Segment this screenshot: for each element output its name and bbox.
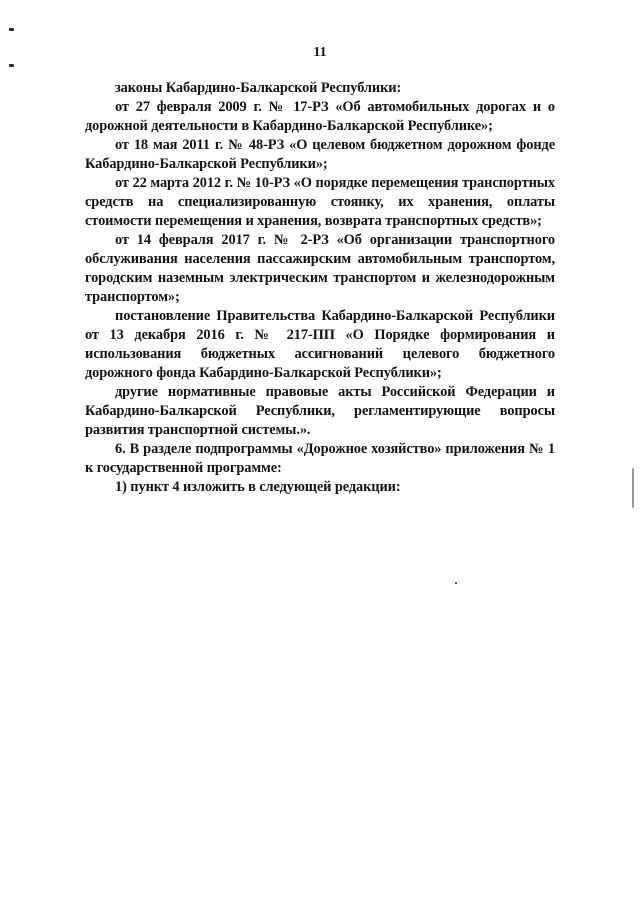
document-body <box>85 79 555 497</box>
scan-mark <box>9 28 14 31</box>
paragraph-law-2017: от 14 февраля 2017 г. № 2-РЗ «Об организации транспортного обслуживания населения пассажирским автомобильным транспортом, городским наземным электрическим транспортом и железнодорожным транспортом»; <box>85 232 555 305</box>
paragraph-resolution-2016: постановление Правительства Кабардино-Балкарской Республики от 13 декабря 2016 г. № 217-ПП «О Порядке формирования и использования бюджетных ассигнований целевого бюджетного дорожного фонда Кабардино-Балкарской Республики»; <box>85 308 555 381</box>
paragraph-law-2012: от 22 марта 2012 г. № 10-РЗ «О порядке перемещения транспортных средств на специализированную стоянку, их хранения, оплаты стоимости перемещения и хранения, возврата транспортных средств»; <box>85 175 555 229</box>
scan-speck <box>455 582 457 584</box>
paragraph-law-2011: от 18 мая 2011 г. № 48-РЗ «О целевом бюджетном дорожном фонде Кабардино-Балкарской Республики»; <box>85 137 555 172</box>
paragraph-law-2009: от 27 февраля 2009 г. № 17-РЗ «Об автомобильных дорогах и о дорожной деятельности в Кабардино-Балкарской Республике»; <box>85 99 555 134</box>
paragraph-item-1: 1) пункт 4 изложить в следующей редакции: <box>115 479 401 495</box>
page-number: 11 <box>313 45 327 60</box>
paragraph-other-acts: другие нормативные правовые акты Российской Федерации и Кабардино-Балкарской Республики, регламентирующие вопросы развития транспортной системы.». <box>85 384 555 438</box>
paragraph-section-6: 6. В разделе подпрограммы «Дорожное хозяйство» приложения № 1 к государственной программе: <box>85 441 555 476</box>
paragraph-laws-heading: законы Кабардино-Балкарской Республики: <box>115 80 402 96</box>
scan-mark <box>9 64 14 67</box>
scan-edge-line <box>632 468 634 508</box>
